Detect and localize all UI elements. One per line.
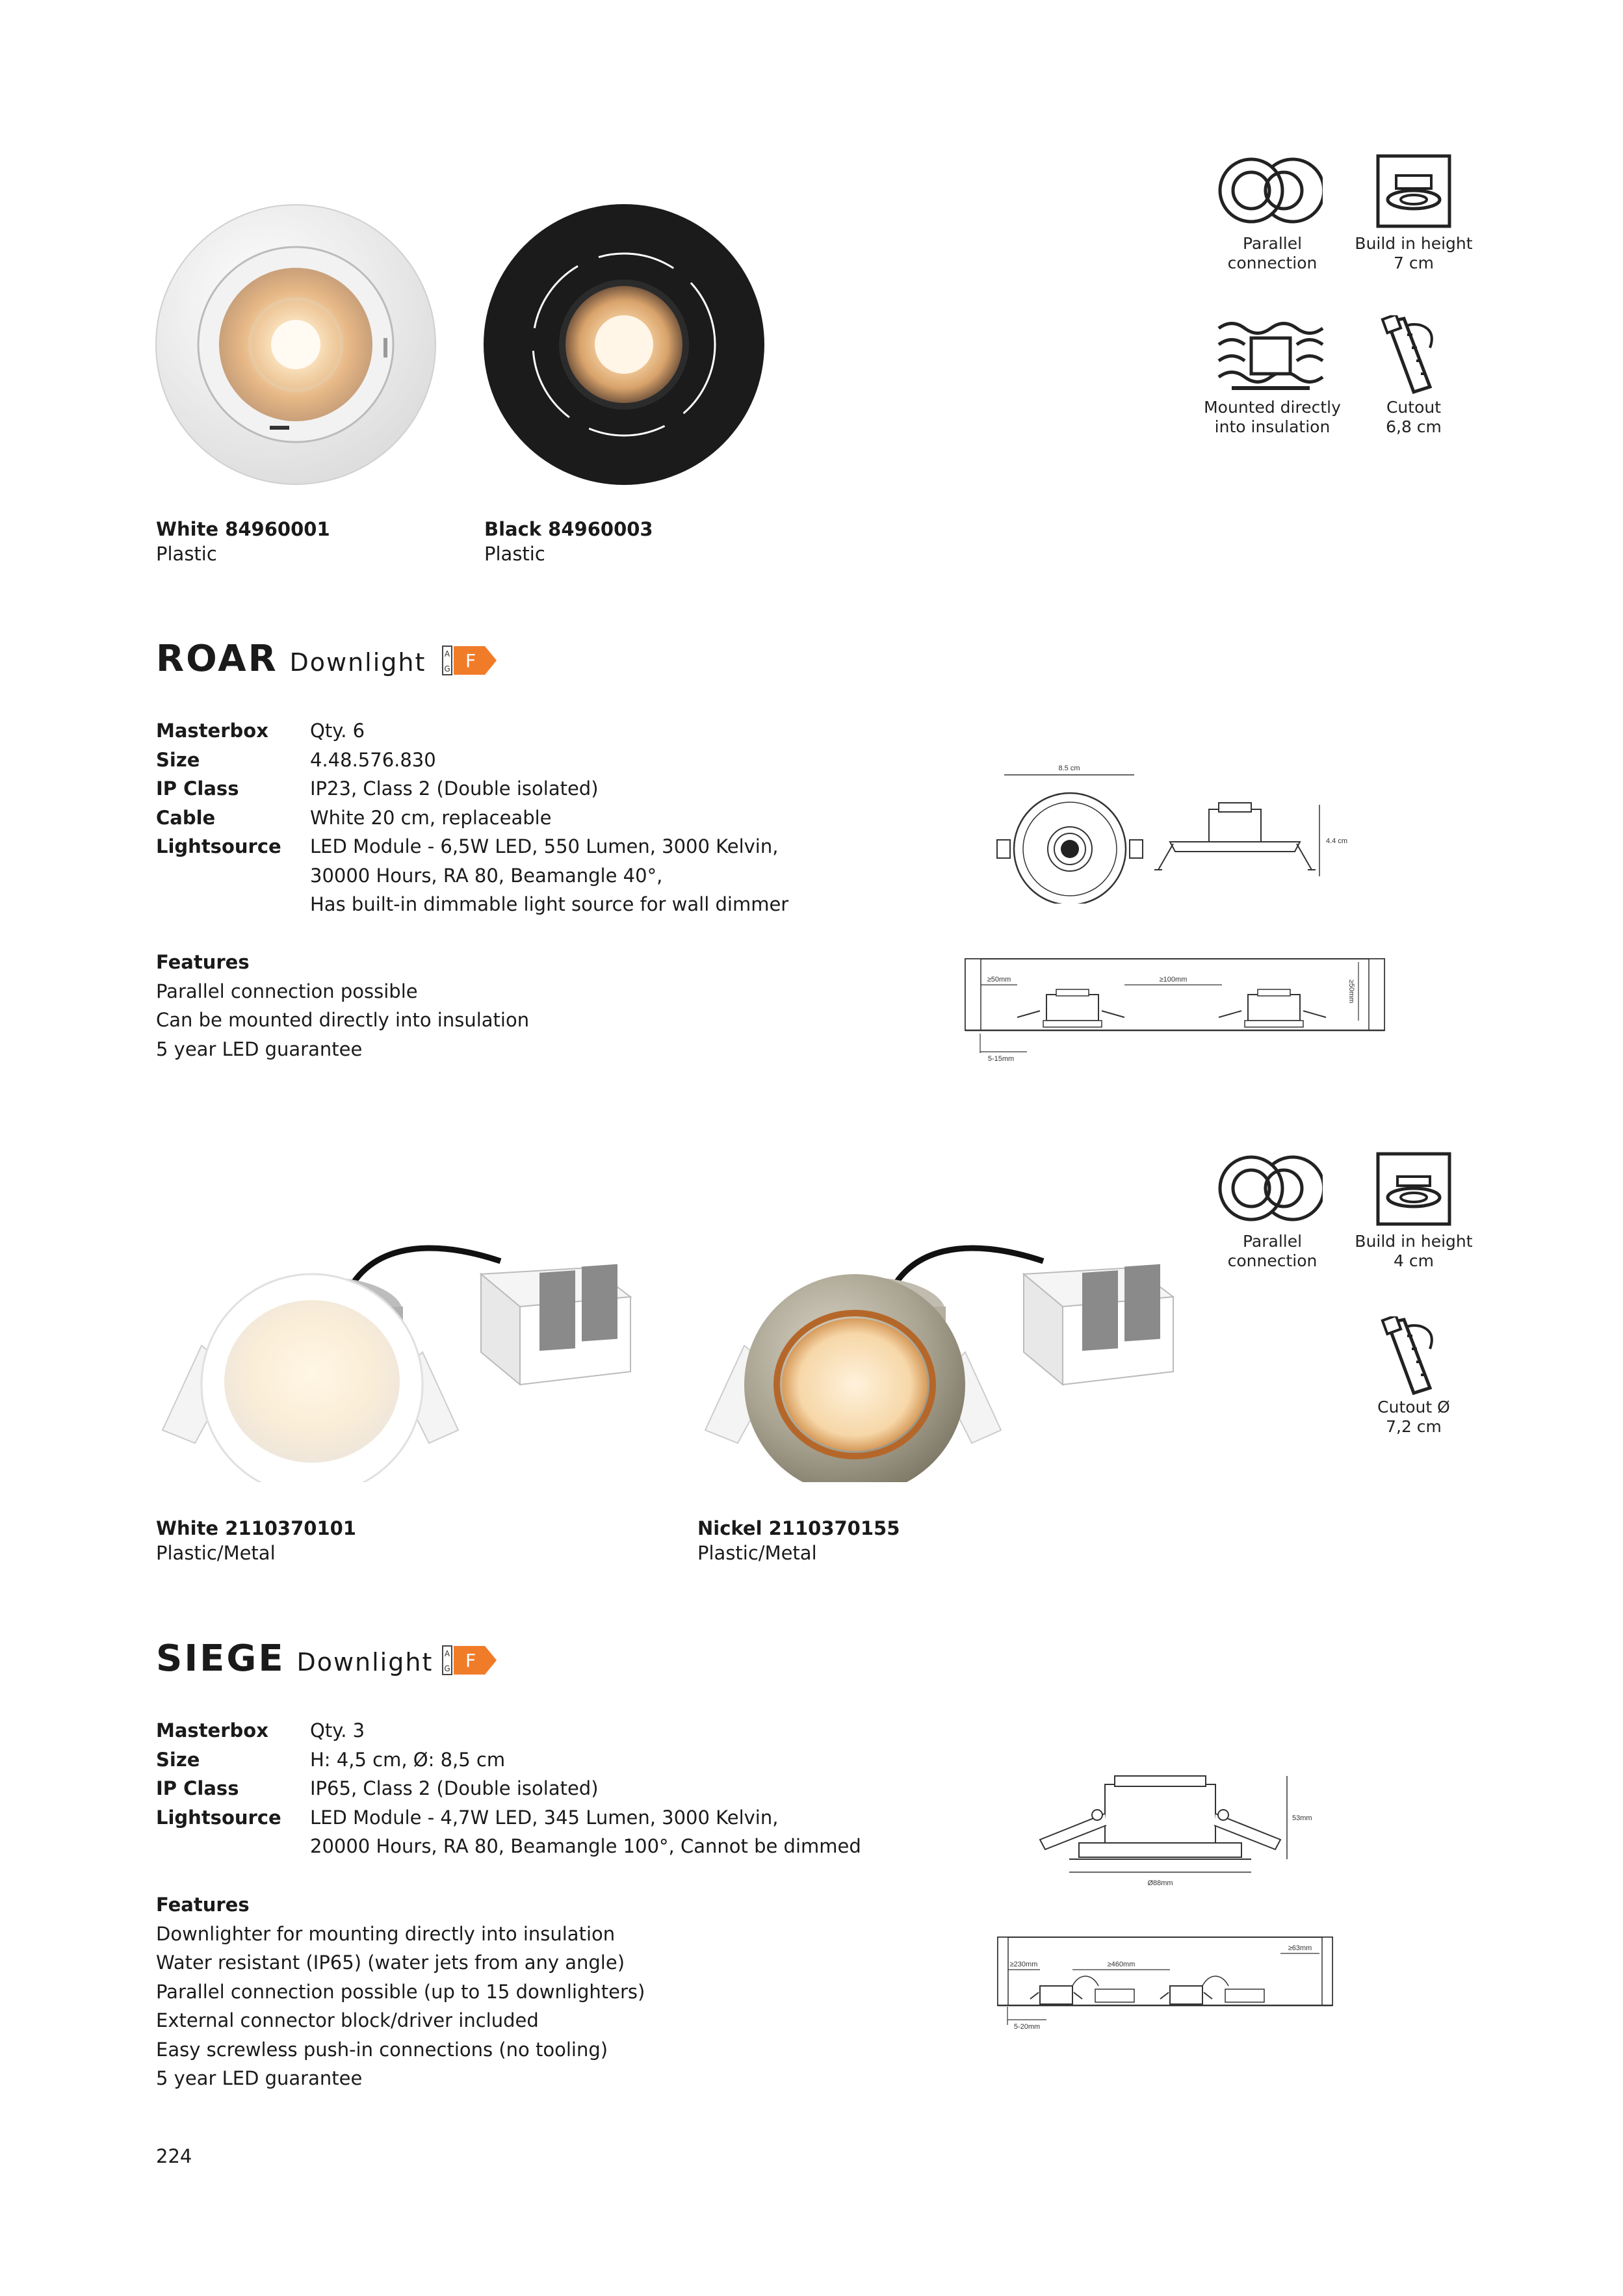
energy-scale-top: A: [444, 1649, 450, 1658]
variant-material: Plastic: [484, 543, 545, 565]
variant-material: Plastic/Metal: [156, 1542, 276, 1564]
feature-item: Downlighter for mounting directly into insulation: [156, 1922, 616, 1945]
siege-installation-drawing: [994, 1934, 1339, 2031]
spec-row: [156, 1745, 861, 1775]
dim-side-gap: ≥50mm: [987, 976, 1011, 984]
connector-block: [481, 1264, 630, 1385]
spec-row: [156, 746, 788, 775]
dim-diameter-label: Ø88mm: [1147, 1879, 1173, 1887]
energy-scale-bottom: G: [444, 1664, 450, 1673]
caption-line: Build in height: [1355, 1232, 1473, 1251]
variant-name: Black 84960003: [484, 518, 653, 540]
dim-spacing: ≥100mm: [1159, 976, 1188, 984]
spec-row: [156, 1716, 861, 1745]
spec-value: 4.48.576.830: [310, 748, 436, 771]
spec-row: [156, 716, 788, 746]
caption-line: into insulation: [1214, 417, 1331, 436]
spec-value: [310, 1803, 861, 1861]
spec-line: 30000 Hours, RA 80, Beamangle 40°,: [310, 864, 663, 887]
roar-white-photo: [153, 202, 439, 488]
variant-material: Plastic: [156, 543, 217, 565]
build-height-icon: [1371, 1151, 1456, 1229]
variant-name: White 84960001: [156, 518, 330, 540]
spec-row: [156, 803, 788, 833]
spec-value: White 20 cm, replaceable: [310, 806, 552, 829]
caption-line: Parallel: [1242, 1232, 1303, 1251]
spec-row: [156, 774, 788, 803]
spec-value: Qty. 3: [310, 1719, 365, 1742]
spec-label: Masterbox: [156, 720, 268, 742]
variant-name: White 2110370101: [156, 1517, 356, 1539]
energy-scale-bottom: G: [444, 664, 450, 673]
caption-line: connection: [1227, 254, 1318, 272]
roar-black-photo: [481, 202, 767, 488]
product-name: ROAR: [156, 638, 278, 680]
product-type: Downlight: [296, 1648, 434, 1676]
spec-row: [156, 1774, 861, 1803]
energy-class: F: [465, 1650, 476, 1671]
caption-line: 4 cm: [1394, 1251, 1434, 1270]
spec-value: H: 4,5 cm, Ø: 8,5 cm: [310, 1748, 506, 1771]
spec-value: [310, 832, 788, 919]
parallel-connection-icon: [1212, 153, 1323, 231]
caption-line: Mounted directly: [1204, 398, 1341, 417]
spec-line: LED Module - 6,5W LED, 550 Lumen, 3000 Kelvin,: [310, 835, 779, 857]
product-type: Downlight: [289, 648, 426, 677]
feature-item: Easy screwless push-in connections (no tooling): [156, 2038, 608, 2061]
caption-line: 7 cm: [1394, 254, 1434, 272]
spec-row: [156, 832, 788, 919]
caption-line: 6,8 cm: [1386, 417, 1442, 436]
siege-spec-table: [156, 1716, 861, 1861]
features-heading: Features: [156, 951, 250, 973]
caption-line: connection: [1227, 1251, 1318, 1270]
parallel-connection-icon: [1212, 1151, 1323, 1229]
dim-ceiling: 5-15mm: [987, 1055, 1015, 1063]
dim-height-label: 53mm: [1292, 1814, 1312, 1822]
spec-line: 20000 Hours, RA 80, Beamangle 100°, Cannot be dimmed: [310, 1835, 861, 1857]
siege-features: [156, 1890, 645, 2093]
feature-item: External connector block/driver included: [156, 2009, 539, 2031]
siege-white-photo: [149, 1222, 656, 1482]
spec-label: IP Class: [156, 777, 239, 800]
siege-dimension-drawing: [1020, 1768, 1319, 1918]
features-heading: Features: [156, 1894, 250, 1916]
energy-scale-top: A: [444, 649, 450, 659]
feature-item: 5 year LED guarantee: [156, 2067, 363, 2089]
roar-product-title: [156, 638, 426, 683]
feature-item: Parallel connection possible: [156, 980, 418, 1002]
variant-name: Nickel 2110370155: [697, 1517, 900, 1539]
siege-variant-white: [156, 1516, 356, 1565]
roar-spec-table: [156, 716, 788, 919]
roar-icon-caption-cutout: [1332, 398, 1495, 437]
spec-label: Masterbox: [156, 1719, 268, 1742]
dim-top-gap: ≥63mm: [1288, 1944, 1312, 1952]
build-height-icon: [1371, 153, 1456, 231]
roar-installation-drawing: [962, 956, 1391, 1066]
caption-line: 7,2 cm: [1386, 1417, 1442, 1436]
siege-variant-nickel: [697, 1516, 900, 1565]
energy-label-icon: [442, 646, 498, 675]
spec-row: [156, 1803, 861, 1861]
siege-icon-caption-cutout: [1332, 1398, 1495, 1437]
energy-class: F: [465, 650, 476, 672]
dim-top-gap: ≥50mm: [1347, 979, 1355, 1004]
dim-spacing: ≥460mm: [1107, 1961, 1136, 1968]
spec-label: IP Class: [156, 1777, 239, 1799]
page-number: 224: [156, 2145, 192, 2167]
cutout-saw-icon: [1378, 1316, 1449, 1398]
spec-line: Has built-in dimmable light source for wall dimmer: [310, 893, 789, 915]
connector-block: [1024, 1264, 1173, 1385]
spec-label: Size: [156, 748, 200, 771]
spec-value: Qty. 6: [310, 720, 365, 742]
roar-features: [156, 948, 529, 1063]
caption-line: Build in height: [1355, 234, 1473, 253]
feature-item: Water resistant (IP65) (water jets from any angle): [156, 1951, 625, 1974]
caption-line: Cutout: [1386, 398, 1442, 417]
dim-width-label: 8.5 cm: [1058, 764, 1080, 772]
feature-item: 5 year LED guarantee: [156, 1037, 363, 1060]
siege-nickel-photo: [692, 1222, 1199, 1482]
spec-label: Lightsource: [156, 835, 281, 857]
roar-variant-black: [484, 517, 653, 566]
variant-material: Plastic/Metal: [697, 1542, 817, 1564]
energy-label-icon: [442, 1645, 498, 1675]
spec-value: IP23, Class 2 (Double isolated): [310, 777, 599, 800]
insulation-icon: [1215, 315, 1326, 397]
roar-dimension-drawing: [994, 761, 1358, 904]
cutout-saw-icon: [1378, 315, 1449, 397]
dim-height-label: 4.4 cm: [1326, 837, 1348, 845]
feature-item: Parallel connection possible (up to 15 downlighters): [156, 1980, 645, 2003]
spec-line: LED Module - 4,7W LED, 345 Lumen, 3000 Kelvin,: [310, 1806, 779, 1829]
dim-ceiling: 5-20mm: [1013, 2023, 1041, 2031]
siege-product-title: [156, 1638, 433, 1683]
caption-line: Cutout Ø: [1377, 1398, 1450, 1416]
spec-value: IP65, Class 2 (Double isolated): [310, 1777, 599, 1799]
spec-label: Lightsource: [156, 1806, 281, 1829]
siege-icon-caption-height: [1332, 1232, 1495, 1271]
caption-line: Parallel: [1242, 234, 1303, 253]
spec-label: Cable: [156, 806, 216, 829]
product-name: SIEGE: [156, 1637, 285, 1680]
roar-icon-caption-height: [1332, 234, 1495, 273]
roar-variant-white: [156, 517, 330, 566]
feature-item: Can be mounted directly into insulation: [156, 1009, 530, 1031]
spec-label: Size: [156, 1748, 200, 1771]
dim-side-gap: ≥230mm: [1009, 1961, 1038, 1968]
